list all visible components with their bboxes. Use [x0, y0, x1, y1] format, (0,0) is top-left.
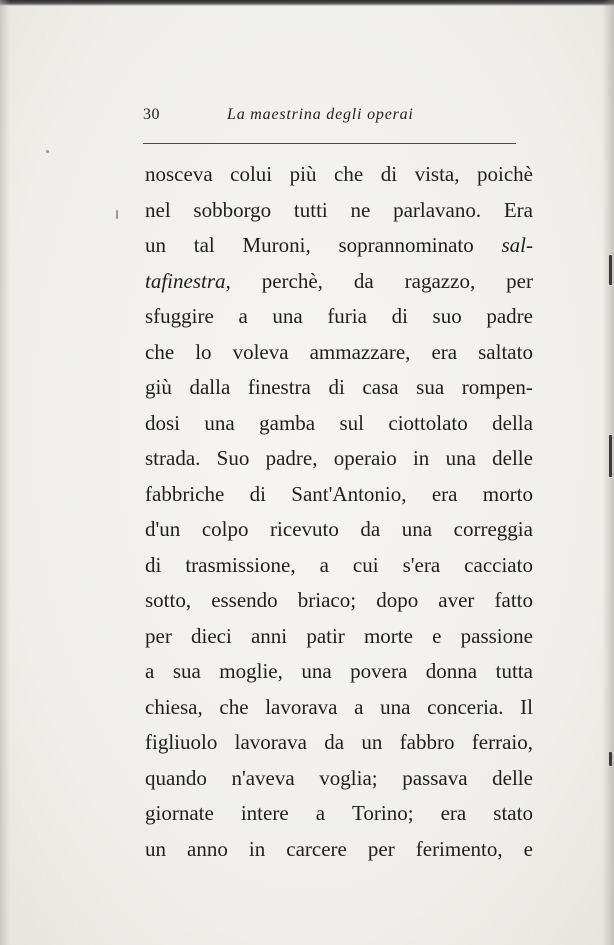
running-header	[143, 106, 533, 128]
text-line	[145, 406, 533, 442]
word: fabbriche	[145, 481, 225, 506]
word: sfuggire	[145, 304, 214, 328]
word: cui	[352, 552, 379, 577]
text-line	[145, 619, 533, 655]
word: passione	[460, 623, 533, 648]
word: Era	[503, 197, 533, 222]
word: a	[354, 694, 364, 719]
word: era	[440, 801, 467, 825]
word: Torino;	[352, 801, 414, 825]
text-line	[145, 441, 533, 477]
word: in	[412, 446, 430, 470]
word: tafinestra,	[145, 268, 231, 293]
word: e	[523, 836, 533, 861]
text-line	[145, 690, 533, 726]
word: perchè,	[261, 268, 323, 293]
header-rule	[143, 143, 516, 144]
word: Suo	[216, 446, 250, 470]
text-line	[145, 477, 533, 513]
word: colpo	[201, 517, 249, 541]
word: che	[334, 162, 364, 186]
word: dopo	[376, 588, 419, 612]
word: un	[361, 730, 383, 754]
word: ferraio,	[471, 730, 533, 754]
word: passava	[402, 765, 468, 790]
word: morte	[363, 623, 413, 648]
word: rompen-	[461, 375, 533, 399]
word: d'un	[145, 517, 181, 541]
word: delle	[492, 765, 533, 790]
word: di	[391, 304, 408, 328]
word: tal	[193, 233, 215, 257]
text-line	[145, 725, 533, 761]
word: a	[319, 552, 329, 577]
word: per	[506, 268, 533, 293]
word: gamba	[259, 410, 316, 435]
word: saltato	[478, 339, 533, 364]
word: vista,	[414, 162, 460, 186]
word: suo	[432, 304, 462, 328]
word: giornate	[145, 801, 214, 825]
word: a	[238, 304, 248, 328]
text-line	[145, 832, 533, 868]
word: Sant'Antonio,	[291, 481, 407, 506]
word: trasmissione,	[185, 552, 296, 577]
word: e	[432, 623, 442, 648]
page-left-shadow	[0, 0, 10, 945]
word: Il	[520, 694, 533, 719]
word: fabbro	[399, 730, 455, 754]
edge-mark	[609, 435, 612, 477]
word: chiesa,	[145, 694, 203, 719]
text-line	[145, 654, 533, 690]
word: voglia;	[319, 765, 378, 790]
word: casa	[362, 375, 399, 399]
word: quando	[145, 765, 207, 790]
word: parlavano.	[393, 197, 482, 222]
text-line	[145, 335, 533, 371]
word: colui	[230, 162, 273, 186]
word: di	[145, 552, 162, 577]
word: figliuolo	[145, 730, 218, 754]
word: briaco;	[297, 588, 357, 612]
word: lo	[195, 339, 212, 364]
word: ne	[350, 197, 371, 222]
text-line	[145, 228, 533, 264]
word: stato	[493, 801, 533, 825]
word: tutti	[293, 197, 328, 222]
word: una	[301, 659, 332, 683]
word: n'aveva	[231, 765, 295, 790]
word: sobborgo	[193, 197, 272, 222]
word: da	[324, 730, 345, 754]
text-line	[145, 796, 533, 832]
word: carcere	[286, 836, 347, 861]
word: che	[145, 339, 175, 364]
word: ammazzare,	[309, 339, 411, 364]
word: di	[328, 375, 345, 399]
word: ferimento,	[415, 836, 503, 861]
word: sotto,	[145, 588, 192, 612]
page-number: 30	[143, 106, 160, 123]
word: della	[492, 410, 533, 435]
word: s'era	[402, 552, 441, 577]
paper-speck	[116, 210, 118, 219]
word: ciottolato	[388, 410, 468, 435]
word: per	[367, 836, 395, 861]
word: che	[219, 694, 249, 719]
word: anno	[187, 836, 228, 861]
word: povera	[350, 659, 408, 683]
word: da	[360, 517, 381, 541]
word: ragazzo,	[404, 268, 476, 293]
word: aver	[438, 588, 475, 612]
word: un	[145, 836, 166, 861]
word: operaio	[333, 446, 397, 470]
word: per	[145, 623, 172, 648]
word: più	[289, 162, 317, 186]
word: tutta	[495, 659, 533, 683]
body-text	[145, 157, 533, 867]
word: una	[204, 410, 235, 435]
text-line	[145, 157, 533, 193]
word: dieci	[191, 623, 232, 648]
word: dalla	[189, 375, 231, 399]
word: voleva	[232, 339, 289, 364]
word: sua	[172, 659, 201, 683]
word: una	[380, 694, 411, 719]
word: di	[249, 481, 266, 506]
word: Muroni,	[242, 233, 311, 257]
text-line	[145, 512, 533, 548]
text-line	[145, 299, 533, 335]
word: un	[145, 233, 166, 257]
word: patir	[306, 623, 345, 648]
word: dosi	[145, 410, 181, 435]
word: nosceva	[145, 162, 213, 186]
word: una	[401, 517, 433, 541]
text-line	[145, 370, 533, 406]
word: a	[315, 801, 326, 825]
word: essendo	[211, 588, 278, 612]
word: sua	[416, 375, 445, 399]
word: era	[431, 339, 458, 364]
word: donna	[425, 659, 478, 683]
word: una	[445, 446, 476, 470]
word: sal-	[501, 233, 533, 257]
word: moglie,	[219, 659, 283, 683]
page-top-edge	[0, 0, 614, 6]
text-line	[145, 193, 533, 229]
word: conceria.	[427, 694, 504, 719]
word: in	[248, 836, 266, 861]
text-line	[145, 583, 533, 619]
word: cacciato	[464, 552, 533, 577]
word: una	[272, 304, 303, 328]
word: ricevuto	[270, 517, 339, 541]
text-line	[145, 548, 533, 584]
word: era	[431, 481, 458, 506]
word: poichè	[477, 162, 533, 186]
word: giù	[145, 375, 172, 399]
word: sul	[339, 410, 365, 435]
word: correggia	[453, 517, 533, 541]
running-title: La maestrina degli operai	[227, 106, 414, 123]
paper-speck	[46, 150, 49, 153]
word: soprannominato	[338, 233, 474, 257]
word: morto	[482, 481, 533, 506]
word: a	[145, 659, 155, 683]
word: strada.	[145, 446, 201, 470]
word: anni	[250, 623, 288, 648]
word: da	[353, 268, 374, 293]
word: fatto	[494, 588, 533, 612]
word: padre	[486, 304, 533, 328]
word: nel	[145, 197, 171, 222]
edge-mark	[609, 255, 612, 285]
edge-mark	[609, 752, 612, 766]
word: lavorava	[234, 730, 307, 754]
word: padre,	[265, 446, 318, 470]
text-line	[145, 264, 533, 300]
text-line	[145, 761, 533, 797]
word: di	[380, 162, 398, 186]
word: intere	[240, 801, 289, 825]
word: lavorava	[265, 694, 338, 719]
page-right-shadow	[602, 0, 614, 945]
word: delle	[492, 446, 533, 470]
word: finestra	[247, 375, 311, 399]
word: furia	[327, 304, 367, 328]
